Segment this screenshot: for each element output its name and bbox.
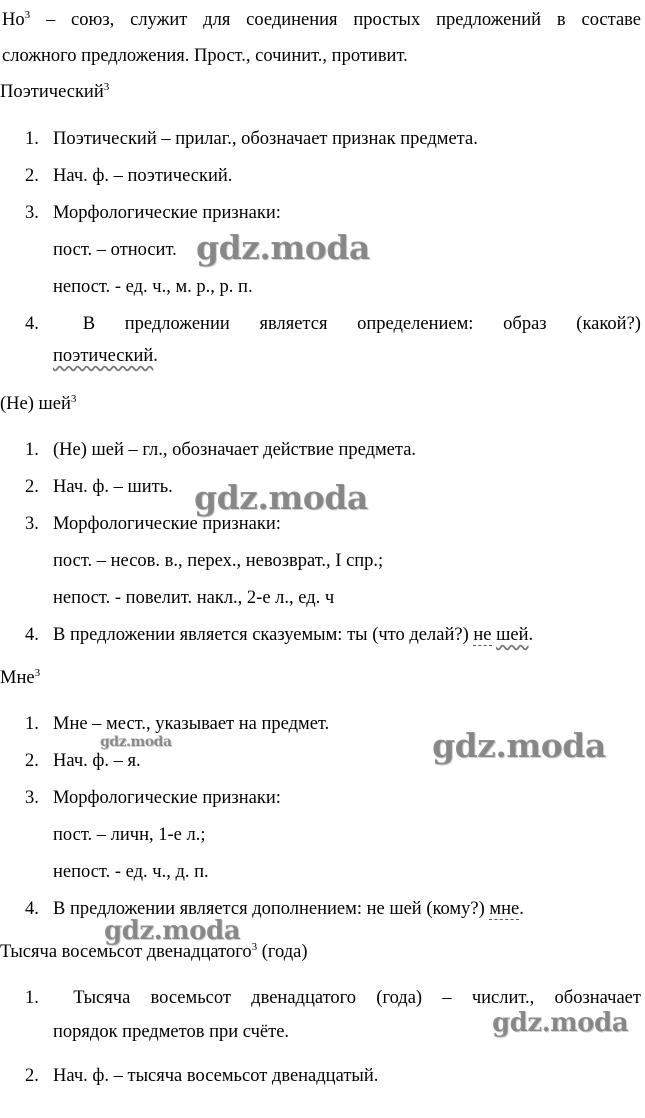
sub-line: пост. – относит. bbox=[53, 240, 177, 260]
intro-word: Но bbox=[2, 10, 25, 30]
section-heading-mne: Мне$^3$ bbox=[0, 667, 41, 688]
list-item: 3. Морфологические признаки: bbox=[25, 514, 281, 534]
intro-sup: 3 bbox=[24, 9, 31, 21]
list-item: 1. (Не) шей – гл., обозначает действие предмета. bbox=[25, 440, 417, 460]
sub-line: пост. – личн, 1-е л.; bbox=[53, 825, 206, 845]
list-item: 1. Тысяча восемьсот двенадцатого (года) – числит., обозначает bbox=[25, 988, 641, 1008]
intro-rest: – союз, служит для соединения простых предложений в составе bbox=[30, 10, 641, 30]
section-heading-tysyacha: Тысяча восемьсот двенадцатого$^3$ (года) bbox=[0, 941, 308, 962]
list-item: 3. Морфологические признаки: bbox=[25, 203, 281, 223]
intro-line-2: сложного предложения. Прост., сочинит., противит. bbox=[2, 46, 408, 66]
list-item: 2. Нач. ф. – я. bbox=[25, 751, 141, 771]
sub-line: пост. – несов. в., перех., невозврат., I спр.; bbox=[53, 551, 384, 571]
watermark-logo: gdz.moda bbox=[100, 734, 172, 750]
watermark-logo: gdz.moda bbox=[432, 726, 606, 765]
watermark-logo: gdz.moda bbox=[196, 228, 370, 267]
list-item: 4. В предложении является сказуемым: ты (что делай?) не шей. bbox=[25, 625, 534, 645]
intro-line-1 bbox=[2, 2, 641, 38]
watermark-logo: gdz.moda bbox=[194, 478, 368, 517]
list-item-continuation: поэтический. bbox=[53, 346, 158, 366]
list-item: 2. Нач. ф. – тысяча восемьсот двенадцатый. bbox=[25, 1066, 379, 1086]
watermark-logo: gdz.moda bbox=[104, 916, 241, 946]
list-item: 2. Нач. ф. – поэтический. bbox=[25, 166, 233, 186]
sub-line: непост. - ед. ч., д. п. bbox=[53, 862, 209, 882]
sub-line: непост. - ед. ч., м. р., р. п. bbox=[53, 277, 253, 297]
list-item: 1. Поэтический – прилаг., обозначает признак предмета. bbox=[25, 129, 478, 149]
list-item-continuation: порядок предметов при счёте. bbox=[53, 1022, 290, 1042]
section-heading-poeticheskiy: Поэтический$^3$ bbox=[0, 81, 110, 102]
list-item: 2. Нач. ф. – шить. bbox=[25, 477, 173, 497]
list-item: 4. В предложении является дополнением: не шей (кому?) мне. bbox=[25, 899, 524, 919]
section-heading-ne-shey: (Не) шей$^3$ bbox=[0, 393, 77, 414]
list-item: 4. В предложении является определением: образ (какой?) bbox=[25, 314, 641, 334]
list-item: 3. Морфологические признаки: bbox=[25, 788, 281, 808]
watermark-logo: gdz.moda bbox=[492, 1008, 629, 1038]
list-item: 1. Мне – мест., указывает на предмет. bbox=[25, 714, 330, 734]
sub-line: непост. - повелит. накл., 2-е л., ед. ч bbox=[53, 588, 335, 608]
